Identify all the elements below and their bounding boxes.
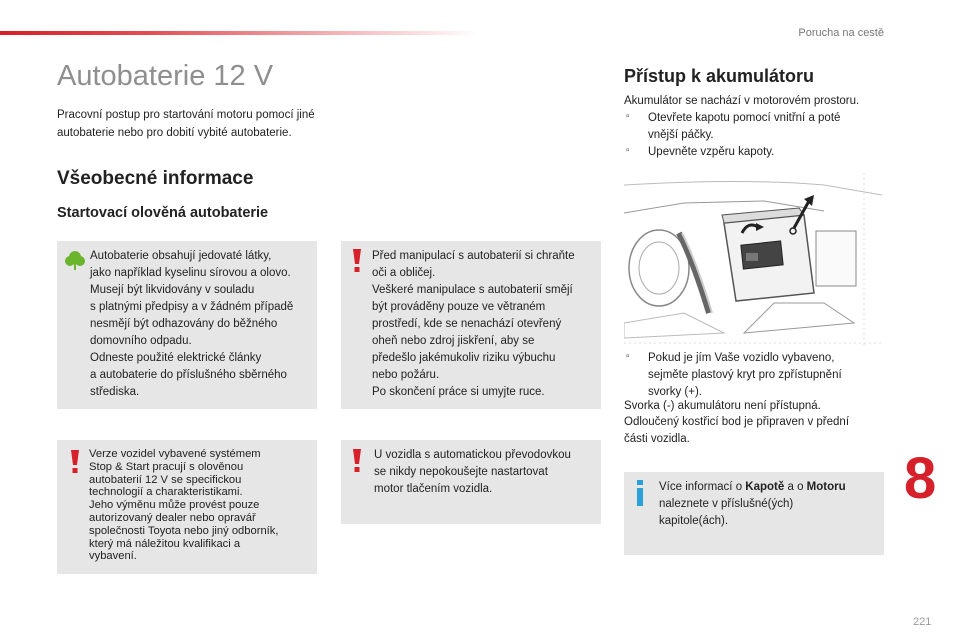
safety-line: předešlo jakémukoliv riziku výbuchu	[372, 352, 556, 364]
environment-line: Autobaterie obsahují jedovaté látky,	[90, 250, 272, 262]
safety-line: být prováděny pouze ve větraném	[372, 301, 546, 313]
hood-keyword: Kapotě	[745, 481, 785, 493]
environment-line: Odneste použité elektrické články	[90, 352, 262, 364]
exclamation-icon	[352, 449, 362, 479]
bullet-icon: ▫	[626, 351, 630, 362]
general-heading: Všeobecné informace	[57, 168, 254, 189]
safety-warning	[341, 241, 601, 409]
safety-line: nebo požáru.	[372, 369, 440, 381]
safety-line: Veškeré manipulace s autobaterií smějí	[372, 284, 573, 296]
step-remove-cover: Pokud je jím Vaše vozidlo vybaveno,	[648, 352, 835, 364]
stopstart-line: technologií a charakteristikami.	[89, 486, 243, 499]
info-text: Více informací o	[659, 481, 746, 493]
automatic-warning	[341, 440, 601, 524]
header-accent-bar	[0, 31, 480, 35]
bullet-icon: ▫	[626, 111, 630, 122]
info-line: kapitole(ách).	[659, 515, 729, 527]
environment-line: a autobaterie do příslušného sběrného	[90, 369, 287, 381]
bullet-icon: ▫	[626, 145, 630, 156]
safety-line: Před manipulací s autobaterií si chraňte	[372, 250, 575, 262]
automatic-line: U vozidla s automatickou převodovkou	[374, 449, 571, 461]
environment-notice	[57, 241, 317, 409]
info-text: a o	[784, 481, 807, 493]
step-remove-cover-cont2: svorky (+).	[648, 386, 702, 398]
step-remove-cover-cont: sejměte plastový kryt pro zpřístupnění	[648, 369, 842, 381]
safety-line: oheň nebo zdroj jiskření, aby se	[372, 335, 535, 347]
info-notice	[624, 472, 884, 555]
stopstart-warning	[57, 440, 317, 574]
step-open-hood-cont: vnější páčky.	[648, 129, 714, 141]
stopstart-line: autorizovaný dealer nebo opravář	[89, 511, 256, 524]
page-number: 221	[913, 616, 932, 628]
chapter-number: 8	[904, 446, 937, 511]
environment-line: nesmějí být odhazovány do běžného	[90, 318, 278, 330]
environment-line: jako například kyselinu sírovou a olovo.	[90, 267, 291, 279]
info-line	[659, 479, 881, 496]
access-heading: Přístup k akumulátoru	[624, 66, 815, 86]
stopstart-line: vybavení.	[89, 550, 137, 563]
environment-line: domovního odpadu.	[90, 335, 192, 347]
intro-text: Pracovní postup pro startování motoru pomocí jiné autobaterie nebo pro dobití vybité autobaterie.	[57, 109, 315, 139]
automatic-line: se nikdy nepokoušejte nastartovat	[374, 466, 548, 478]
exclamation-icon	[70, 450, 80, 478]
stopstart-line: Stop & Start pracují s olověnou	[89, 460, 244, 473]
stopstart-line: Jeho výměnu může provést pouze	[89, 499, 260, 512]
automatic-line: motor tlačením vozidla.	[374, 483, 493, 495]
step-open-hood: Otevřete kapotu pomocí vnitřní a poté	[648, 112, 841, 124]
exclamation-icon	[352, 249, 362, 279]
note-ground-point: Odloučený kostřicí bod je připraven v přední	[624, 416, 850, 428]
environment-line: s platnými předpisy a v žádném případě	[90, 301, 294, 313]
note-ground-point-cont: části vozidla.	[624, 433, 690, 445]
note-negative-terminal: Svorka (-) akumulátoru není přístupná.	[624, 400, 821, 412]
battery-illustration	[624, 173, 882, 345]
info-line: naleznete v příslušné(ých)	[659, 498, 794, 510]
section-title: Porucha na cestě	[798, 27, 884, 39]
stopstart-line: autobaterií 12 V se specifickou	[89, 473, 242, 486]
battery-subheading: Startovací olověná autobaterie	[57, 205, 269, 221]
stopstart-line: který má náležitou kvalifikaci a	[89, 537, 241, 550]
safety-line: Po skončení práce si umyjte ruce.	[372, 386, 545, 398]
info-icon	[636, 480, 644, 512]
page-title: Autobaterie 12 V	[57, 60, 274, 92]
engine-keyword: Motoru	[806, 481, 846, 493]
tree-icon	[64, 249, 86, 277]
safety-line: prostředí, kde se nenachází otevřený	[372, 318, 562, 330]
environment-line: Musejí být likvidovány v souladu	[90, 284, 255, 296]
step-prop-rod: Upevněte vzpěru kapoty.	[648, 146, 775, 158]
stopstart-line: společnosti Toyota nebo jiný odborník,	[89, 524, 279, 537]
environment-line: střediska.	[90, 386, 140, 398]
access-line: Akumulátor se nachází v motorovém prostoru.	[624, 95, 860, 107]
stopstart-line: Verze vozidel vybavené systémem	[89, 448, 261, 460]
safety-line: oči a obličej.	[372, 267, 436, 279]
